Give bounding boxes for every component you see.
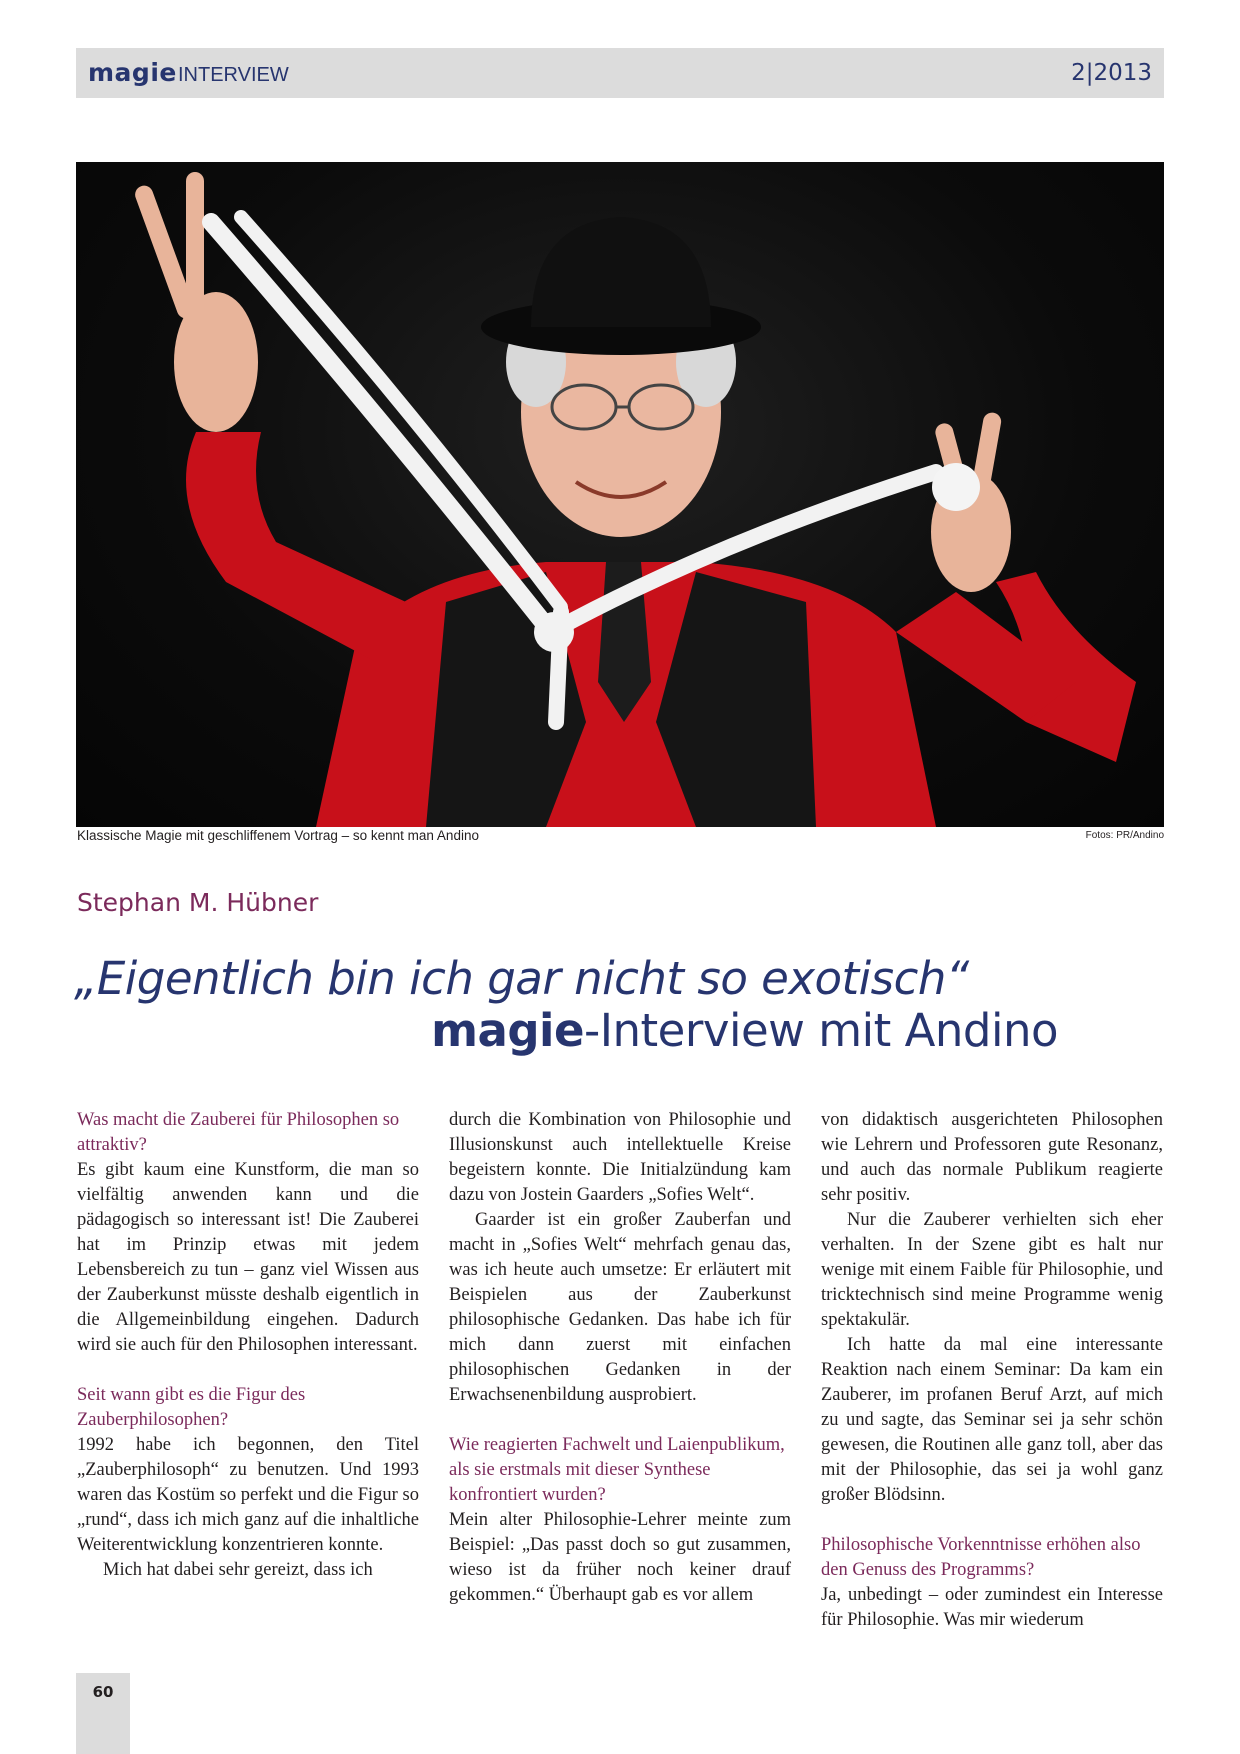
magician-illustration xyxy=(76,162,1164,827)
subtitle-text: -Interview mit Andino xyxy=(584,1004,1058,1057)
interview-question: Philosophische Vorkenntnisse erhöhen also den Genuss des Programms? xyxy=(821,1535,1141,1580)
photo-caption: Klassische Magie mit geschliffenem Vortrag – so kennt man Andino xyxy=(77,828,479,843)
interview-question: Wie reagierten Fachwelt und Laienpublikum, als sie erstmals mit dieser Synthese konfrontiert wurden? xyxy=(449,1435,785,1505)
issue-number: 2|2013 xyxy=(1071,60,1152,86)
interview-answer: Nur die Zauberer verhielten sich eher verhalten. In der Szene gibt es halt nur wenige mit einem Faible für Philosophie, und tricktechnisch sind meine Programme wenig spektakulär. xyxy=(821,1210,1163,1330)
interview-answer: durch die Kombination von Philosophie und Illusionskunst auch intellektuelle Kreise begeistern konnte. Die Initialzündung kam dazu von Jostein Gaarders „Sofies Welt“. xyxy=(449,1110,791,1205)
subtitle-brand: magie xyxy=(431,1004,584,1057)
magician-photo xyxy=(76,162,1164,827)
interview-question: Was macht die Zauberei für Philosophen so attraktiv? xyxy=(77,1110,400,1155)
header-bar xyxy=(76,48,1164,98)
interview-answer: Gaarder ist ein großer Zauberfan und macht in „Sofies Welt“ mehrfach genau das, was ich heute auch umsetze: Er erläutert mit Beispielen aus der Zauberkunst philosophische Gedanken. Das habe ich für mich dann zuerst mit einfachen philosophischen Gedanken in der Erwachsenenbildung ausprobiert. xyxy=(449,1210,791,1405)
interview-answer: von didaktisch ausgerichteten Philosophen wie Lehrern und Professoren gute Resonanz, und auch das normale Publikum reagierte sehr positiv. xyxy=(821,1110,1163,1205)
interview-answer: Es gibt kaum eine Kunstform, die man so vielfältig anwenden kann und die pädagogisch so interessant ist! Die Zauberei hat im Prinzip etwas mit jedem Lebensbereich zu tun – ganz viel Wissen aus der Zauberkunst müsste deshalb eigentlich in die Allgemeinbildung eingehen. Dadurch wird sie auch für den Philosophen interessant. xyxy=(77,1160,419,1355)
text-column-3 xyxy=(821,1108,1163,1633)
article-author: Stephan M. Hübner xyxy=(77,888,319,917)
article-subtitle xyxy=(431,1004,1058,1057)
photo-credit: Fotos: PR/Andino xyxy=(1085,830,1164,841)
section-label: INTERVIEW xyxy=(178,64,289,86)
magazine-brand: magie xyxy=(88,58,177,87)
text-column-2 xyxy=(449,1108,791,1608)
interview-answer: Mich hat dabei sehr gereizt, dass ich xyxy=(103,1560,373,1580)
page-number: 60 xyxy=(92,1683,114,1701)
interview-answer: Ja, unbedingt – oder zumindest ein Interesse für Philosophie. Was mir wiederum xyxy=(821,1585,1163,1630)
page-number-box xyxy=(76,1673,130,1754)
interview-answer: Mein alter Philosophie-Lehrer meinte zum Beispiel: „Das passt doch so gut zusammen, wieso ist da früher noch keiner drauf gekommen.“ Überhaupt gab es vor allem xyxy=(449,1510,791,1605)
article-title: „Eigentlich bin ich gar nicht so exotisch“ xyxy=(74,952,969,1005)
interview-question: Seit wann gibt es die Figur des Zauberphilosophen? xyxy=(77,1385,306,1430)
text-column-1 xyxy=(77,1108,419,1583)
interview-answer: 1992 habe ich begonnen, den Titel „Zauberphilosoph“ zu benutzen. Und 1993 waren das Kostüm so perfekt und die Figur so „rund“, dass ich mich ganz auf die inhaltliche Weiterentwicklung konzentrieren konnte. xyxy=(77,1435,419,1555)
interview-answer: Ich hatte da mal eine interessante Reaktion nach einem Seminar: Da kam ein Zauberer, im profanen Beruf Arzt, auf mich zu und sagte, das Seminar sei ja sehr schön gewesen, die Routinen alle ganz toll, aber das mit der Philosophie, das sei ja wohl ganz großer Blödsinn. xyxy=(821,1335,1163,1505)
